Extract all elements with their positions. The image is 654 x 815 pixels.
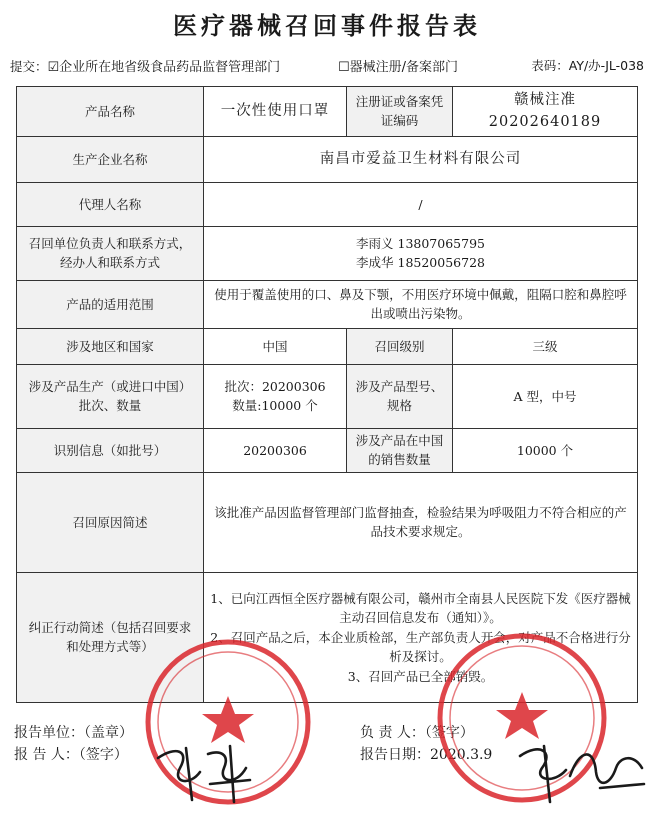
submit-prefix: 提交：: [10, 59, 48, 74]
identification-label: 识别信息（如批号）: [17, 428, 204, 472]
corrective-action-1: 1、已向江西恒全医疗器械有限公司，赣州市全南县人民医院下发《医疗器械主动召回信息发布（通知）》。: [210, 591, 631, 626]
product-name-label: 产品名称: [17, 87, 204, 137]
responsible-person-label: 负 责 人：（签字）: [360, 725, 474, 741]
responsible-signature: [510, 728, 650, 808]
report-date: 报告日期：2020.3.9: [360, 747, 493, 763]
corrective-action-label: 纠正行动简述（包括召回要求和处理方式等）: [17, 572, 204, 702]
registration-number-value: 赣械注准 20202640189: [453, 87, 638, 137]
recall-reason-label: 召回原因简述: [17, 472, 204, 572]
contact-value: [204, 226, 638, 280]
batch-quantity: 数量:10000 个: [232, 398, 318, 414]
model-label: 涉及产品型号、规格: [347, 364, 453, 428]
sales-quantity-value: 10000 个: [453, 428, 638, 472]
manufacturer-label: 生产企业名称: [17, 136, 204, 182]
scope-value: 使用于覆盖使用的口、鼻及下颚，不用医疗环境中佩戴，阻隔口腔和鼻腔呼出或喷出污染物。: [204, 280, 638, 328]
agent-value: /: [204, 182, 638, 226]
product-name-value: 一次性使用口罩: [204, 87, 347, 137]
identification-value: 20200306: [204, 428, 347, 472]
submit-option-registration-checkbox[interactable]: ☐器械注册/备案部门: [338, 60, 459, 75]
scope-label: 产品的适用范围: [17, 280, 204, 328]
batch-value: [204, 364, 347, 428]
submit-option-provincial-checkbox[interactable]: ☑企业所在地省级食品药品监督管理部门: [47, 60, 281, 75]
reporter-label: 报 告 人：（签字）: [14, 747, 128, 763]
region-label: 涉及地区和国家: [17, 328, 204, 364]
contact-label: 召回单位负责人和联系方式，经办人和联系方式: [17, 226, 204, 280]
corrective-action-3: 3、召回产品已全部销毁。: [347, 668, 494, 684]
agent-label: 代理人名称: [17, 182, 204, 226]
batch-number: 批次：20200306: [224, 379, 326, 395]
recall-level-label: 召回级别: [347, 328, 453, 364]
corrective-action-2: 2、召回产品之后，本企业质检部，生产部负责人开会，对产品不合格进行分析及探讨。: [210, 629, 631, 665]
model-value: A 型，中号: [453, 364, 638, 428]
reporter-signature: [150, 728, 260, 808]
region-value: 中国: [204, 328, 347, 364]
registration-number-label: 注册证或备案凭证编码: [347, 87, 453, 137]
contact-person-2: 李成华 18520056728: [356, 255, 485, 271]
recall-reason-value: 该批准产品因监督管理部门监督抽查，检验结果为呼吸阻力不符合相应的产品技术要求规定。: [204, 472, 638, 572]
recall-level-value: 三级: [453, 328, 638, 364]
batch-label: 涉及产品生产（或进口中国）批次、数量: [17, 364, 204, 428]
report-unit-label: 报告单位：（盖章）: [14, 725, 133, 741]
submit-line: [10, 56, 644, 75]
contact-person-1: 李雨义 13807065795: [356, 236, 485, 252]
form-code: 表码：AY/办-JL-038: [531, 58, 644, 73]
form-title: 医疗器械召回事件报告表: [173, 12, 481, 40]
manufacturer-value: 南昌市爱益卫生材料有限公司: [204, 136, 638, 182]
recall-report-table: [16, 86, 638, 703]
sales-quantity-label: 涉及产品在中国的销售数量: [347, 428, 453, 472]
